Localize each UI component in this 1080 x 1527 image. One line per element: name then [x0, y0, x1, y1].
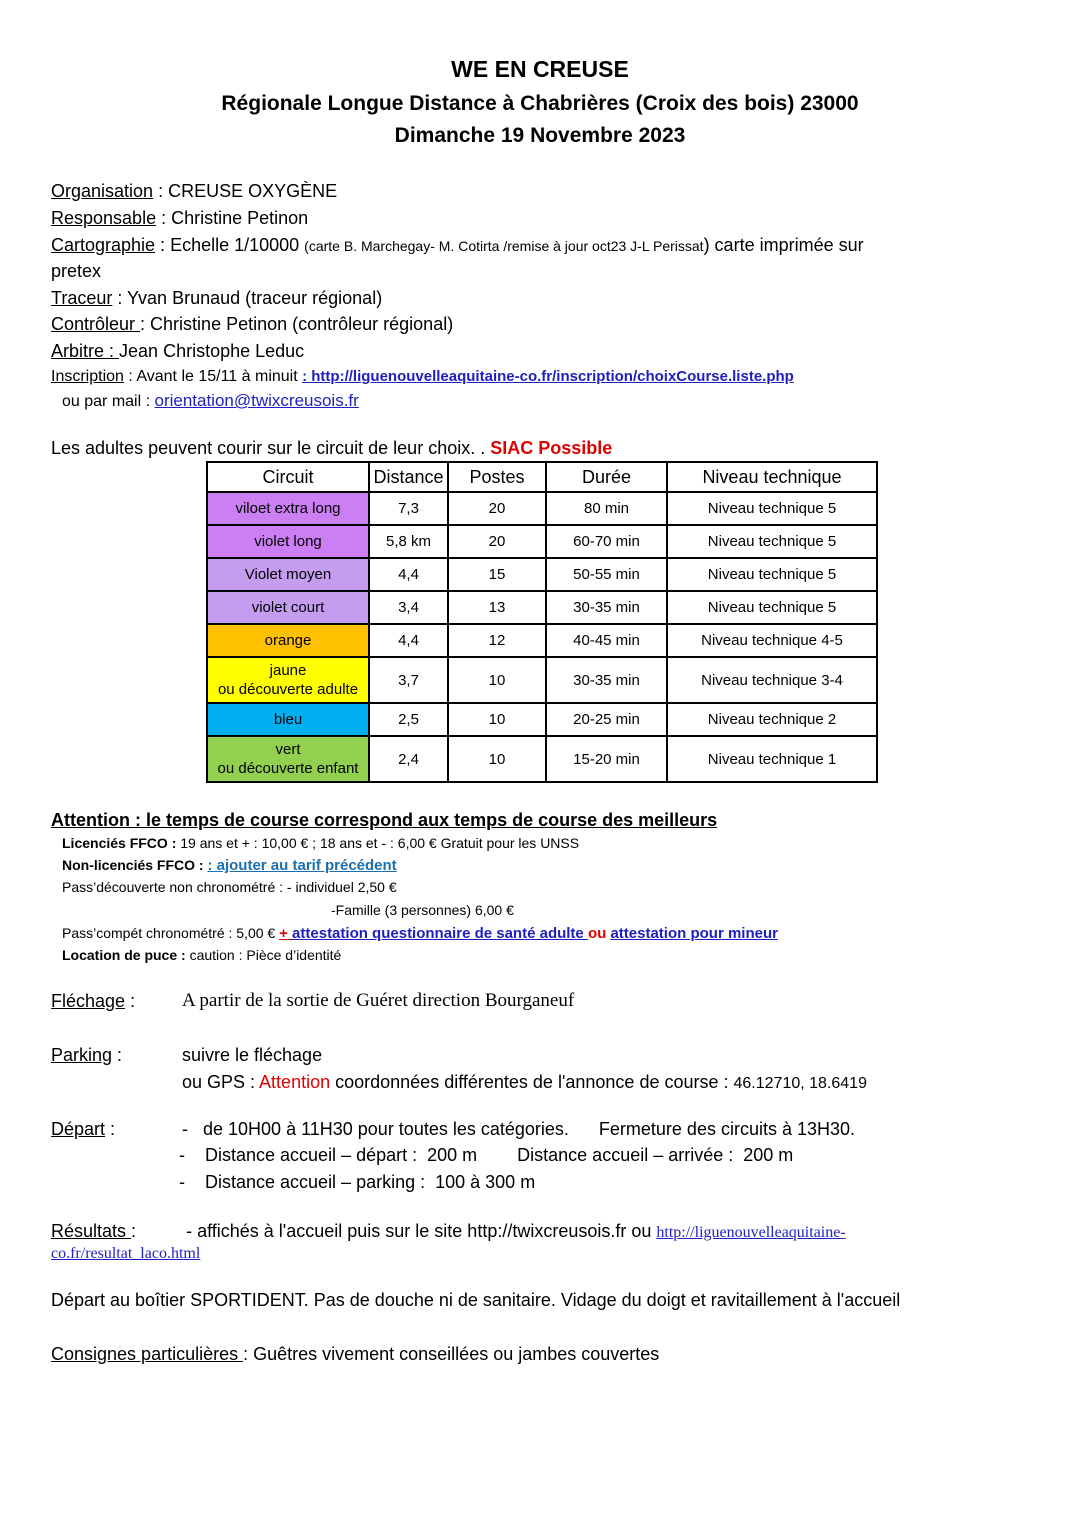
- non-licencies-link[interactable]: : ajouter au tarif précédent: [207, 857, 397, 874]
- duree-cell: 80 min: [546, 492, 667, 525]
- circuit-note: ou découverte enfant: [217, 760, 359, 777]
- sportident-line: Départ au boîtier SPORTIDENT. Pas de douche ni de sanitaire. Vidage du doigt et ravitaillement à l'accueil: [51, 1290, 901, 1310]
- mail-line: [62, 391, 359, 411]
- depart-line-3: - Distance accueil – parking : 100 à 300 m: [179, 1172, 536, 1192]
- flechage-colon: :: [125, 991, 136, 1011]
- niveau-cell: Niveau technique 5: [667, 591, 877, 624]
- traceur-line: [51, 288, 382, 309]
- parking-label: Parking: [51, 1045, 113, 1065]
- duree-cell: 30-35 min: [546, 657, 667, 703]
- traceur-value: : Yvan Brunaud (traceur régional): [112, 288, 383, 308]
- resultats-link-cont[interactable]: co.fr/resultat_laco.html: [51, 1245, 201, 1262]
- postes-cell: 10: [448, 657, 546, 703]
- consignes-value: : Guêtres vivement conseillées ou jambes couvertes: [243, 1344, 660, 1364]
- distance-cell: 4,4: [369, 558, 448, 591]
- resultats-line: [51, 1221, 846, 1242]
- responsable-label: Responsable: [51, 208, 157, 228]
- inscription-link[interactable]: : http://liguenouvelleaquitaine-co.fr/inscription/choixCourse.liste.php: [302, 368, 794, 385]
- postes-cell: 10: [448, 736, 546, 782]
- distance-cell: 3,7: [369, 657, 448, 703]
- event-date: Dimanche 19 Novembre 2023: [394, 124, 686, 147]
- niveau-cell: Niveau technique 3-4: [667, 657, 877, 703]
- page-title: WE EN CREUSE: [451, 56, 629, 82]
- circuit-name: vert: [275, 741, 301, 758]
- niveau-cell: Niveau technique 2: [667, 703, 877, 736]
- resultats-link[interactable]: http://liguenouvelleaquitaine-: [656, 1224, 846, 1241]
- parking-line-2: [182, 1072, 867, 1093]
- distance-cell: 2,4: [369, 736, 448, 782]
- resultats-text: - affichés à l'accueil puis sur le site http://twixcreusois.fr ou: [186, 1221, 657, 1241]
- niveau-cell: Niveau technique 5: [667, 525, 877, 558]
- controleur-label: Contrôleur: [51, 314, 141, 334]
- licencies-value: 19 ans et + : 10,00 € ; 18 ans et - : 6,00 € Gratuit pour les UNSS: [180, 835, 580, 851]
- consignes-line: [51, 1344, 659, 1365]
- table-row: [207, 657, 877, 703]
- circuit-cell: Violet moyen: [207, 558, 369, 591]
- licencies-label: Licenciés FFCO :: [62, 835, 181, 851]
- table-header-row: [207, 462, 877, 492]
- parking-attention: Attention: [259, 1072, 331, 1092]
- resultats-label: Résultats: [51, 1221, 132, 1241]
- parking-coords: 46.12710, 18.6419: [733, 1075, 867, 1092]
- circuit-name: jaune: [269, 662, 307, 679]
- non-licencies-label: Non-licenciés FFCO :: [62, 857, 208, 873]
- circuit-note: ou découverte adulte: [217, 681, 359, 698]
- circuit-cell: bleu: [207, 703, 369, 736]
- niveau-cell: Niveau technique 5: [667, 492, 877, 525]
- flechage-label-line: [51, 991, 135, 1012]
- pass-compet-plus: +: [279, 925, 293, 942]
- postes-cell: 20: [448, 525, 546, 558]
- table-row: [207, 736, 877, 782]
- consignes-label: Consignes particulières: [51, 1344, 244, 1364]
- postes-cell: 10: [448, 703, 546, 736]
- location-puce-label: Location de puce :: [62, 947, 190, 963]
- distance-cell: 5,8 km: [369, 525, 448, 558]
- cartographie-tail: ) carte imprimée sur: [703, 235, 864, 255]
- parking-label-line: [51, 1045, 122, 1066]
- circuits-table: [206, 461, 878, 783]
- event-subtitle: Régionale Longue Distance à Chabrières (Croix des bois) 23000: [221, 92, 859, 115]
- arbitre-label: Arbitre :: [51, 341, 120, 361]
- intro-line: [51, 438, 612, 459]
- cartographie-line: [51, 235, 864, 256]
- pass-compet-line: [62, 925, 778, 942]
- attestation-mineur-link[interactable]: attestation pour mineur: [610, 925, 778, 942]
- postes-cell: 15: [448, 558, 546, 591]
- non-licencies-line: [62, 857, 397, 874]
- parking-gps-prefix: ou GPS :: [182, 1072, 260, 1092]
- duree-cell: 60-70 min: [546, 525, 667, 558]
- arbitre-value: Jean Christophe Leduc: [119, 341, 305, 361]
- pass-compet-text: Pass’compét chronométré : 5,00 €: [62, 925, 280, 941]
- table-row: [207, 624, 877, 657]
- pass-compet-ou: ou: [587, 925, 611, 942]
- distance-cell: 4,4: [369, 624, 448, 657]
- table-row: [207, 492, 877, 525]
- niveau-cell: Niveau technique 4-5: [667, 624, 877, 657]
- duree-cell: 40-45 min: [546, 624, 667, 657]
- header-circuit: Circuit: [207, 462, 369, 492]
- header-niveau: Niveau technique: [667, 462, 877, 492]
- distance-cell: 7,3: [369, 492, 448, 525]
- distance-cell: 2,5: [369, 703, 448, 736]
- circuit-cell: violet long: [207, 525, 369, 558]
- attestation-adulte-link[interactable]: attestation questionnaire de santé adulte: [292, 925, 588, 942]
- organisation-label: Organisation: [51, 181, 154, 201]
- cartographie-value: : Echelle 1/10000: [155, 235, 305, 255]
- postes-cell: 12: [448, 624, 546, 657]
- depart-label-line: [51, 1119, 115, 1140]
- circuit-cell: viloet extra long: [207, 492, 369, 525]
- postes-cell: 13: [448, 591, 546, 624]
- circuit-cell: orange: [207, 624, 369, 657]
- intro-text: Les adultes peuvent courir sur le circuit de leur choix. .: [51, 438, 491, 458]
- parking-line-1: suivre le fléchage: [182, 1045, 323, 1065]
- flechage-label: Fléchage: [51, 991, 126, 1011]
- cartographie-label: Cartographie: [51, 235, 156, 255]
- depart-label: Départ: [51, 1119, 106, 1139]
- attention-heading: Attention : le temps de course correspond aux temps de course des meilleurs: [51, 810, 718, 830]
- table-row: [207, 591, 877, 624]
- header-duree: Durée: [546, 462, 667, 492]
- duree-cell: 30-35 min: [546, 591, 667, 624]
- cartographie-line-2: pretex: [51, 261, 102, 281]
- resultats-colon: :: [131, 1221, 137, 1241]
- duree-cell: 20-25 min: [546, 703, 667, 736]
- distance-cell: 3,4: [369, 591, 448, 624]
- pass-decouverte-line-1: Pass’découverte non chronométré : - individuel 2,50 €: [62, 879, 397, 895]
- inscription-line: [51, 368, 794, 386]
- table-row: [207, 525, 877, 558]
- controleur-value: : Christine Petinon (contrôleur régional): [140, 314, 454, 334]
- parking-colon: :: [112, 1045, 123, 1065]
- circuit-cell: [207, 657, 369, 703]
- header-postes: Postes: [448, 462, 546, 492]
- responsable-value: : Christine Petinon: [156, 208, 309, 228]
- depart-line-2: - Distance accueil – départ : 200 m Distance accueil – arrivée : 200 m: [179, 1145, 794, 1165]
- organisation-line: [51, 181, 337, 202]
- controleur-line: [51, 314, 453, 335]
- inscription-label: Inscription: [51, 368, 124, 385]
- niveau-cell: Niveau technique 5: [667, 558, 877, 591]
- arbitre-line: [51, 341, 304, 362]
- siac-badge: SIAC Possible: [490, 438, 613, 458]
- inscription-value: : Avant le 15/11 à minuit: [123, 368, 303, 385]
- traceur-label: Traceur: [51, 288, 113, 308]
- organisation-value: : CREUSE OXYGÈNE: [153, 181, 338, 201]
- circuit-cell: violet court: [207, 591, 369, 624]
- parking-gps-text: coordonnées différentes de l'annonce de course :: [330, 1072, 734, 1092]
- pass-decouverte-line-2: -Famille (3 personnes) 6,00 €: [331, 902, 514, 918]
- location-puce-value: caution : Pièce d’identité: [189, 947, 342, 963]
- licencies-line: [62, 835, 579, 851]
- cartographie-credits: (carte B. Marchegay- M. Cotirta /remise à jour oct23 J-L Perissat: [304, 238, 704, 254]
- depart-line-1: - de 10H00 à 11H30 pour toutes les catégories. Fermeture des circuits à 13H30.: [182, 1119, 856, 1139]
- mail-link[interactable]: orientation@twixcreusois.fr: [154, 391, 359, 410]
- postes-cell: 20: [448, 492, 546, 525]
- duree-cell: 50-55 min: [546, 558, 667, 591]
- table-row: [207, 703, 877, 736]
- depart-colon: :: [105, 1119, 116, 1139]
- responsable-line: [51, 208, 308, 229]
- flechage-value: A partir de la sortie de Guéret direction Bourganeuf: [182, 990, 575, 1011]
- mail-prefix: ou par mail :: [62, 393, 155, 410]
- duree-cell: 15-20 min: [546, 736, 667, 782]
- table-row: [207, 558, 877, 591]
- niveau-cell: Niveau technique 1: [667, 736, 877, 782]
- location-puce-line: [62, 947, 341, 963]
- header-distance: Distance: [369, 462, 448, 492]
- circuit-cell: [207, 736, 369, 782]
